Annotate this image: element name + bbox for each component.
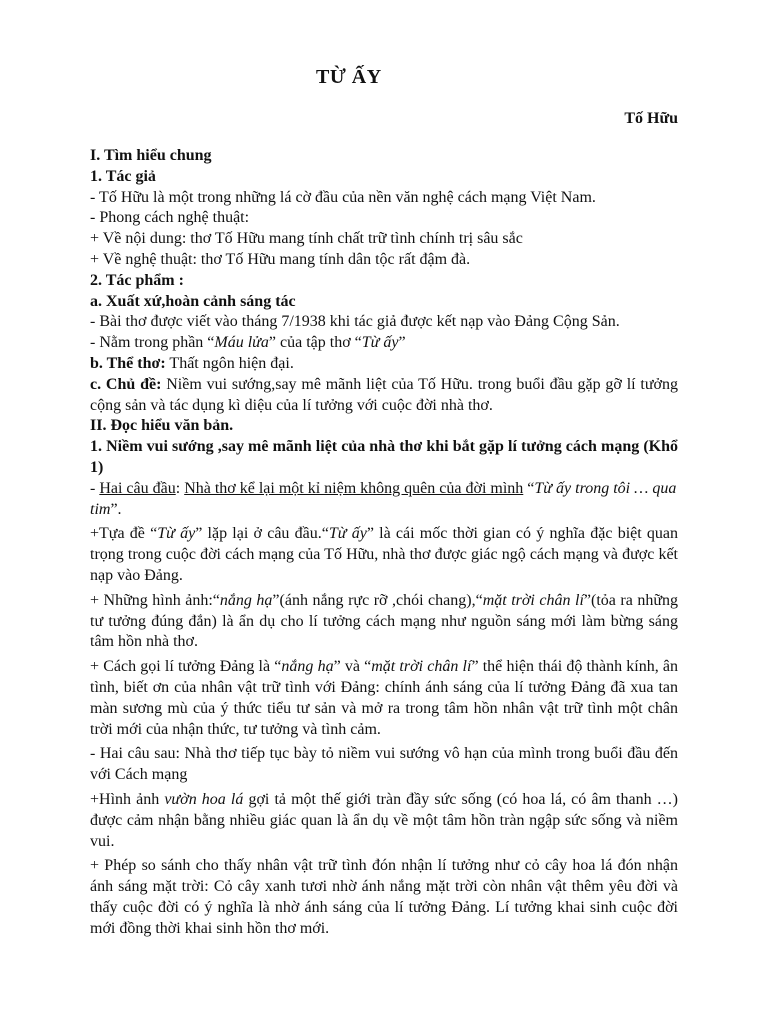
paragraph: + Về nội dung: thơ Tố Hữu mang tính chất trữ tình chính trị sâu sắc [90, 230, 523, 248]
subheading-origin: a. Xuất xứ,hoàn cảnh sáng tác [90, 292, 296, 310]
paragraph: - Tố Hữu là một trong những lá cờ đầu của nền văn nghệ cách mạng Việt Nam. [90, 188, 596, 206]
paragraph: c. Chủ đề: Niềm vui sướng,say mê mãnh liệt của Tố Hữu. trong buổi đầu gặp gỡ lí tưởng cộng sản và tác dụng kì diệu của lí tưởng với cuộc đời nhà thơ. [90, 375, 678, 414]
author-name: Tố Hữu [624, 110, 678, 127]
paragraph: + Những hình ảnh:“nắng hạ”(ánh nắng rực rỡ ,chói chang),“mặt trời chân lí”(tỏa ra những tư tưởng đúng đắn) là ẩn dụ cho lí tưởng cách mạng như nguồn sáng mới làm bừng sáng tâm hồn nhà thơ. [90, 591, 678, 651]
subheading-work: 2. Tác phẩm : [90, 271, 184, 289]
paragraph: - Hai câu đầu: Nhà thơ kể lại một kỉ niệm không quên của đời mình “Từ ấy trong tôi … qua tim”. [90, 479, 677, 518]
document-title: TỪ ẤY [316, 66, 382, 88]
section-heading-2: II. Đọc hiểu văn bản. [90, 417, 234, 435]
inline-label: c. Chủ đề: [90, 375, 162, 393]
subheading-stanza-1: 1. Niềm vui sướng ,say mê mãnh liệt của nhà thơ khi bắt gặp lí tưởng cách mạng (Khổ 1) [90, 438, 678, 476]
subheading-author: 1. Tác giả [90, 167, 156, 185]
paragraph: + Về nghệ thuật: thơ Tố Hữu mang tính dân tộc rất đậm đà. [90, 250, 471, 268]
paragraph: - Bài thơ được viết vào tháng 7/1938 khi tác giả được kết nạp vào Đảng Cộng Sản. [90, 313, 620, 331]
paragraph: - Hai câu sau: Nhà thơ tiếp tục bày tỏ niềm vui sướng vô hạn của mình trong buổi đầu đến với Cách mạng [90, 745, 678, 784]
paragraph: - Phong cách nghệ thuật: [90, 209, 250, 227]
paragraph: + Cách gọi lí tưởng Đảng là “nắng hạ” và “mặt trời chân lí” thể hiện thái độ thành kính, ân tình, biết ơn của nhân vật trữ tình với Đảng: chính ánh sáng của lí tưởng Đảng đã xua tan màn sương mù của ý thức tiểu tư sản và mở ra trong tâm hồn nhân vật trữ tình một chân trời mới của nhận thức, tư tưởng và tình cảm. [90, 658, 679, 738]
inline-label: b. Thể thơ: [90, 354, 166, 372]
section-heading-1: I. Tìm hiểu chung [90, 147, 212, 164]
paragraph: +Hình ảnh vườn hoa lá gợi tả một thế giới tràn đầy sức sống (có hoa lá, có âm thanh …) được cảm nhận bằng nhiều giác quan là ẩn dụ về một tâm hồn tràn ngập sức sống và niềm vui. [90, 790, 679, 850]
document-body [90, 146, 678, 939]
paragraph: b. Thể thơ: Thất ngôn hiện đại. [90, 354, 294, 372]
paragraph: + Phép so sánh cho thấy nhân vật trữ tình đón nhận lí tưởng như cỏ cây hoa lá đón nhận ánh sáng mặt trời: Cỏ cây xanh tươi nhờ ánh nắng mặt trời còn nhân vật thêm yêu đời và thấy cuộc đời có ý nghĩa là nhờ ánh sáng của lí tưởng Đảng. Lí tưởng khai sinh cuộc đời mới đồng thời khai sinh hồn thơ mới. [90, 857, 678, 937]
paragraph: - Nằm trong phần “Máu lửa” của tập thơ “Từ ấy” [90, 334, 406, 352]
paragraph: +Tựa đề “Từ ấy” lặp lại ở câu đầu.“Từ ấy” là cái mốc thời gian có ý nghĩa đặc biệt quan trọng trong cuộc đời cách mạng của Tố Hữu, nhà thơ được giác ngộ cách mạng và được kết nạp vào Đảng. [90, 525, 679, 584]
